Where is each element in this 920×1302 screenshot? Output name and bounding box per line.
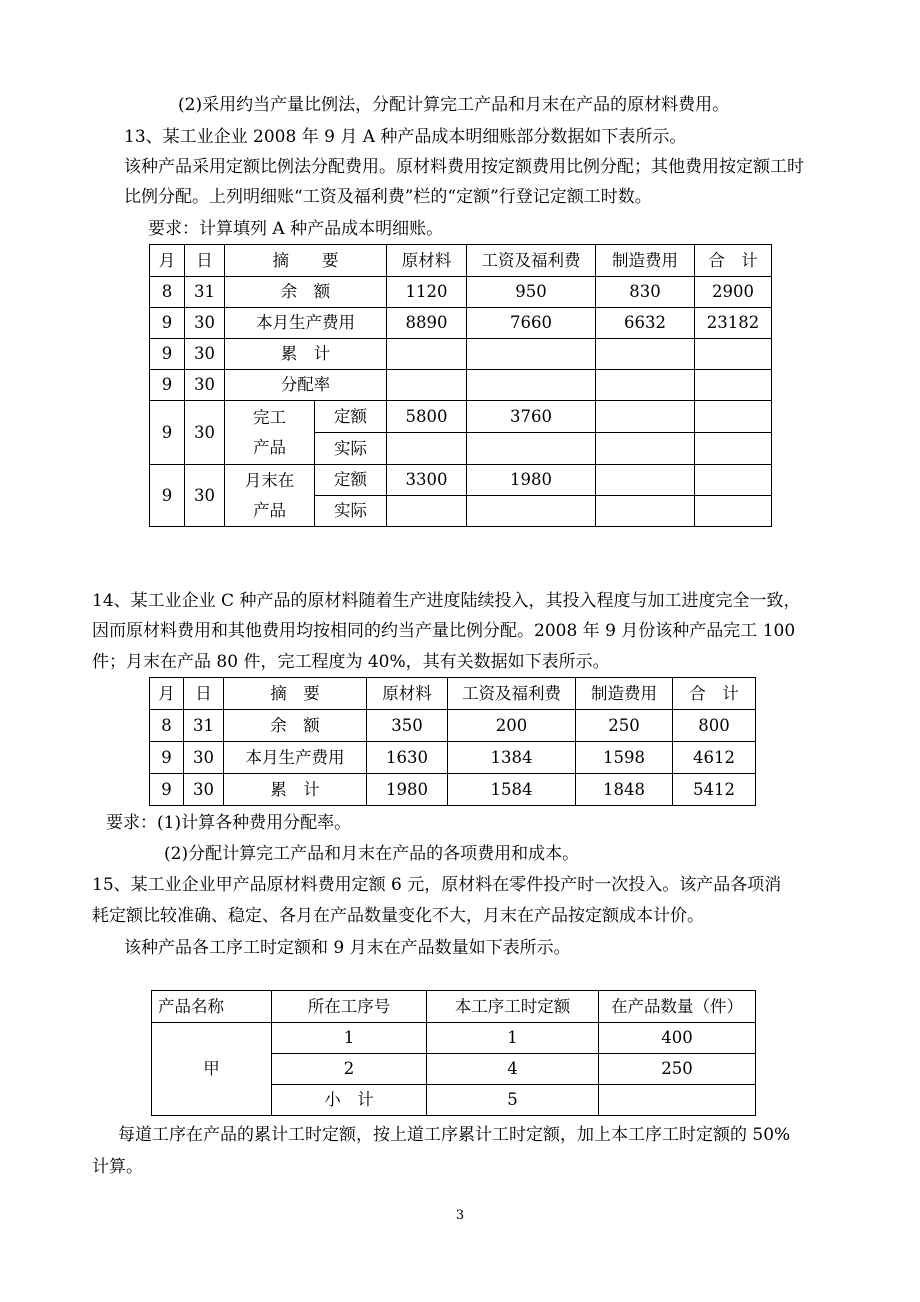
cell: 5412	[673, 774, 756, 806]
table-c-product-costs	[149, 677, 756, 806]
cell: 定额	[315, 401, 387, 433]
empty-cell	[596, 465, 695, 496]
cell: 累 计	[224, 774, 367, 806]
cell: 9	[150, 370, 185, 401]
cell: 800	[673, 710, 756, 742]
product-name-cell: 甲	[152, 1023, 272, 1116]
cell: 分配率	[225, 370, 387, 401]
header-cell: 月	[150, 245, 185, 277]
table-row	[150, 339, 772, 370]
header-cell: 合 计	[695, 245, 772, 277]
text-line: (2)采用约当产量比例法，分配计算完工产品和月末在产品的原材料费用。	[178, 95, 730, 115]
cell: 2	[272, 1054, 427, 1085]
cell: 8890	[387, 308, 467, 339]
q15-heading: 15、某工业企业甲产品原材料费用定额 6 元，原材料在零件投产时一次投入。该产品各项消	[92, 875, 782, 895]
label-top: 完工	[253, 407, 286, 427]
cell: 4612	[673, 742, 756, 774]
header-cell: 制造费用	[596, 245, 695, 277]
cell: 30	[184, 774, 224, 806]
cell: 4	[427, 1054, 599, 1085]
cell: 950	[467, 277, 596, 308]
cell: 3300	[387, 465, 467, 496]
cell: 1584	[448, 774, 576, 806]
q13-heading: 13、某工业企业 2008 年 9 月 A 种产品成本明细账部分数据如下表所示。	[124, 127, 687, 147]
text-line: 比例分配。上列明细账“工资及福利费”栏的“定额”行登记定额工时数。	[124, 187, 652, 207]
table-row	[150, 277, 772, 308]
cell: 30	[184, 742, 224, 774]
cell: 30	[185, 465, 225, 527]
table-process-hours	[151, 990, 756, 1116]
empty-cell	[695, 465, 772, 496]
cell: 350	[367, 710, 448, 742]
cell-wip-products	[225, 465, 315, 527]
header-cell: 原材料	[387, 245, 467, 277]
cell: 9	[150, 774, 184, 806]
cell: 1384	[448, 742, 576, 774]
empty-cell	[387, 433, 467, 465]
cell: 2900	[695, 277, 772, 308]
cell: 本月生产费用	[225, 308, 387, 339]
empty-cell	[596, 339, 695, 370]
text-line: 要求：计算填列 A 种产品成本明细账。	[148, 219, 444, 239]
cell: 31	[184, 710, 224, 742]
empty-cell	[387, 496, 467, 527]
cell: 3760	[467, 401, 596, 433]
header-cell: 制造费用	[576, 678, 673, 710]
cell: 余 额	[224, 710, 367, 742]
cell: 1630	[367, 742, 448, 774]
cell: 6632	[596, 308, 695, 339]
cell: 9	[150, 401, 185, 465]
text-line: (2)分配计算完工产品和月末在产品的各项费用和成本。	[164, 844, 580, 864]
empty-cell	[467, 370, 596, 401]
cell: 5800	[387, 401, 467, 433]
cell: 1980	[467, 465, 596, 496]
header-cell: 摘 要	[224, 678, 367, 710]
header-cell: 在产品数量（件）	[599, 991, 756, 1023]
cell: 1	[427, 1023, 599, 1054]
label-top: 月末在	[244, 470, 295, 490]
cell: 31	[185, 277, 225, 308]
empty-cell	[695, 401, 772, 433]
text-line: 该种产品采用定额比例法分配费用。原材料费用按定额费用比例分配；其他费用按定额工时	[124, 157, 804, 177]
empty-cell	[387, 370, 467, 401]
cell: 余 额	[225, 277, 387, 308]
table-header-row	[150, 245, 772, 277]
empty-cell	[596, 370, 695, 401]
header-cell: 日	[184, 678, 224, 710]
cell: 1120	[387, 277, 467, 308]
empty-cell	[596, 401, 695, 433]
cell: 9	[150, 308, 185, 339]
empty-cell	[467, 496, 596, 527]
text-line: 因而原材料费用和其他费用均按相同的约当产量比例分配。2008 年 9 月份该种产品完工 100	[92, 621, 796, 641]
header-cell: 日	[185, 245, 225, 277]
empty-cell	[467, 339, 596, 370]
cell: 8	[150, 710, 184, 742]
header-cell: 本工序工时定额	[427, 991, 599, 1023]
header-cell: 工资及福利费	[467, 245, 596, 277]
table-row	[152, 1023, 756, 1054]
text-line: 该种产品各工序工时定额和 9 月末在产品数量如下表所示。	[124, 938, 571, 958]
empty-cell	[695, 370, 772, 401]
cell: 30	[185, 401, 225, 465]
table-header-row	[152, 991, 756, 1023]
table-header-row	[150, 678, 756, 710]
table-row	[150, 742, 756, 774]
empty-cell	[596, 433, 695, 465]
cell: 830	[596, 277, 695, 308]
cell: 本月生产费用	[224, 742, 367, 774]
table-row	[150, 774, 756, 806]
cell: 200	[448, 710, 576, 742]
cell-finished-products	[225, 401, 315, 465]
cell: 400	[599, 1023, 756, 1054]
cell: 250	[576, 710, 673, 742]
header-cell: 合 计	[673, 678, 756, 710]
label-bottom: 产品	[253, 437, 286, 457]
empty-cell	[695, 339, 772, 370]
table-row	[150, 401, 772, 433]
cell: 9	[150, 742, 184, 774]
cell	[599, 1085, 756, 1116]
header-cell: 摘 要	[225, 245, 387, 277]
text-line: 计算。	[92, 1157, 143, 1177]
cell: 1	[272, 1023, 427, 1054]
table-row	[150, 465, 772, 496]
header-cell: 月	[150, 678, 184, 710]
cell: 7660	[467, 308, 596, 339]
cell: 30	[185, 339, 225, 370]
header-cell: 工资及福利费	[448, 678, 576, 710]
q14-heading: 14、某工业企业 C 种产品的原材料随着生产进度陆续投入，其投入程度与加工进度完全一致，	[92, 591, 801, 611]
cell: 30	[185, 370, 225, 401]
text-line: 要求：(1)计算各种费用分配率。	[106, 813, 352, 833]
table-row	[150, 308, 772, 339]
label-bottom: 产品	[253, 500, 286, 520]
table-row	[150, 710, 756, 742]
cell: 8	[150, 277, 185, 308]
empty-cell	[695, 496, 772, 527]
cell: 实际	[315, 496, 387, 527]
empty-cell	[695, 433, 772, 465]
cell: 定额	[315, 465, 387, 496]
cell: 9	[150, 339, 185, 370]
header-cell: 所在工序号	[272, 991, 427, 1023]
cell: 1848	[576, 774, 673, 806]
cell: 小 计	[272, 1085, 427, 1116]
cell: 30	[185, 308, 225, 339]
header-cell: 原材料	[367, 678, 448, 710]
text-line: 件；月末在产品 80 件，完工程度为 40%，其有关数据如下表所示。	[92, 652, 610, 672]
cell: 1980	[367, 774, 448, 806]
cell: 累 计	[225, 339, 387, 370]
cell: 23182	[695, 308, 772, 339]
text-line: 每道工序在产品的累计工时定额，按上道工序累计工时定额，加上本工序工时定额的 50%	[118, 1125, 791, 1145]
header-cell: 产品名称	[152, 991, 272, 1023]
page-number: 3	[455, 1208, 465, 1223]
table-row	[150, 370, 772, 401]
empty-cell	[467, 433, 596, 465]
cell: 9	[150, 465, 185, 527]
cell: 1598	[576, 742, 673, 774]
cell: 5	[427, 1085, 599, 1116]
table-a-product-ledger	[149, 244, 772, 527]
empty-cell	[387, 339, 467, 370]
cell: 250	[599, 1054, 756, 1085]
cell: 实际	[315, 433, 387, 465]
empty-cell	[596, 496, 695, 527]
text-line: 耗定额比较准确、稳定、各月在产品数量变化不大，月末在产品按定额成本计价。	[92, 906, 704, 926]
